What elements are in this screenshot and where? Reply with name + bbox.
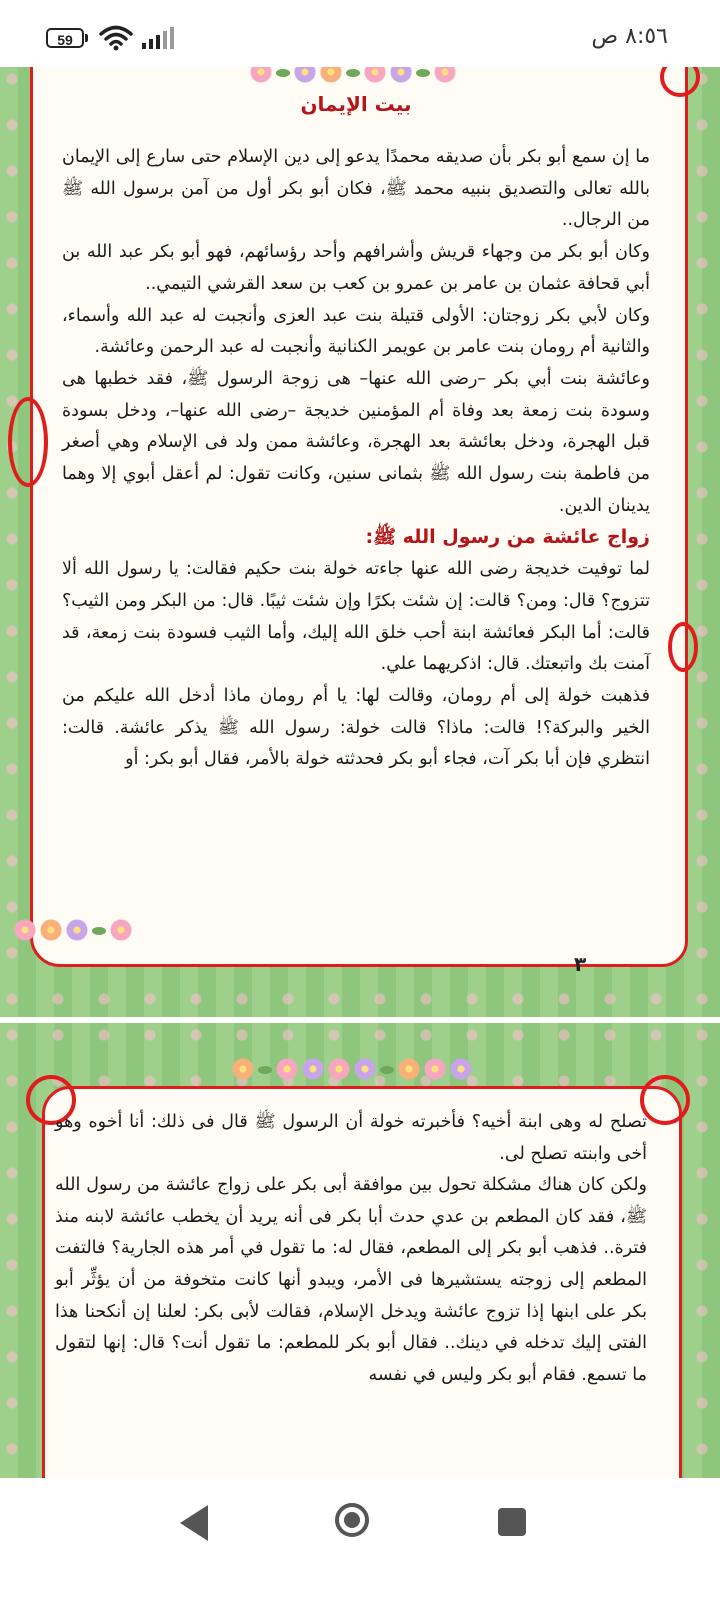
- recents-icon[interactable]: [498, 1508, 526, 1536]
- page-text: [55, 1107, 647, 1391]
- battery-icon: 59: [46, 28, 84, 48]
- paragraph: تصلح له وهى ابنة أخيه؟ فأخبرته خولة أن الرسول ﷺ قال فى ذلك: أنا أخوه وهو أخى وابنته تصلح لى.: [55, 1112, 647, 1164]
- clock: ٨:٥٦ ص: [591, 24, 668, 49]
- frame-swirl-left: [8, 397, 48, 487]
- page-number: ٣: [574, 952, 587, 976]
- paragraph: لما توفيت خديجة رضى الله عنها جاءته خولة بنت حكيم فقالت: يا رسول الله ألا تتزوج؟ قال: ومن؟ قالت: إن شئت بكرًا وإن شئت ثيبًا. قال: من البكر ومن الثيب؟ قالت: أما البكر فعائشة ابنة أحب خلق الله إليك، وأما الثيب فسودة بنت زمعة، قد آمنت بك واتبعتك. قال: اذكريهما علي.: [62, 559, 650, 675]
- signal-icon: [142, 27, 176, 49]
- frame-swirl-top-right: [640, 1075, 690, 1125]
- paragraph: وكان لأبي بكر زوجتان: الأولى قتيلة بنت عبد العزى وأنجبت له عبد الله وأسماء، والثانية أم رومان بنت عامر بن عويمر الكنانية وأنجبت له عبد الرحمن وعائشة.: [62, 305, 650, 358]
- section-heading: زواج عائشة من رسول الله ﷺ:: [365, 526, 650, 549]
- flower-garland-top: [232, 1058, 472, 1080]
- paragraph: وكان أبو بكر من وجهاء قريش وأشرافهم وأحد رؤسائهم، فهو أبو بكر عبد الله بن أبي قحافة عثمان بن عامر بن عمرو بن كعب بن سعد القرشي التيمي..: [62, 242, 650, 294]
- book-page-3: [0, 67, 720, 1017]
- paragraph: وعائشة بنت أبي بكر –رضى الله عنها– هى زوجة الرسول ﷺ، فقد خطبها هى وسودة بنت زمعة بعد وفاة أم المؤمنين خديجة –رضى الله عنها–، ودخل بسودة قبل الهجرة، ودخل بعائشة بعد الهجرة، وعائشة ممن ولد فى الإسلام وهي أصغر من فاطمة بنت رسول الله ﷺ بثمانى سنين، وكانت تقول: لم أعقل أبوي إلا وهما يدينان الدين.: [62, 368, 650, 516]
- wifi-icon: [99, 24, 133, 52]
- back-icon[interactable]: [180, 1505, 208, 1541]
- paragraph: ولكن كان هناك مشكلة تحول بين موافقة أبى بكر على زواج عائشة من رسول الله ﷺ، فقد كان المطعم بن عدي حدث أبا بكر فى أنه يريد أن يخطب عائشة لابنه منذ فترة.. فذهب أبو بكر إلى المطعم، فقال له: ما تقول في أمر هذه الجارية؟ فالتفت المطعم إلى زوجته يستشيرها فى الأمر، ويبدو أنها كانت متخوفة من أن يؤثِّر أبو بكر على ابنها إذا تزوج عائشة ويدخل الإسلام، فقالت لأبى بكر: لعلنا إن أنكحنا هذا الفتى إليك تدخله في دينك.. فقال أبو بكر للمطعم: ما تقول أنت؟ قال: إنها لتقول ما تسمع. فقام أبو بكر وليس في نفسه: [55, 1175, 647, 1385]
- paragraph: ما إن سمع أبو بكر بأن صديقه محمدًا يدعو إلى دين الإسلام حتى سارع إلى الإيمان بالله تعالى والتصديق بنبيه محمد ﷺ، فكان أبو بكر أول من آمن برسول الله ﷺ من الرجال..: [62, 147, 650, 231]
- flower-garland-top: [250, 67, 456, 83]
- paragraph: فذهبت خولة إلى أم رومان، وقالت لها: يا أم رومان ماذا أدخل الله عليكم من الخير والبركة؟! قالت: ماذا؟ قالت خولة: رسول الله ﷺ يذكر عائشة. قالت: انتظري فإن أبا بكر آت، فجاء أبو بكر فحدثته خولة بالأمر، فقال أبو بكر: أو: [62, 685, 650, 770]
- book-page-4: [0, 1023, 720, 1478]
- flower-garland-bottom-left: [14, 919, 132, 941]
- page-text: [62, 142, 650, 776]
- status-bar: [0, 0, 720, 70]
- navigation-bar: [0, 1478, 720, 1600]
- page-title: بيت الإيمان: [300, 92, 412, 116]
- frame-swirl-right: [668, 622, 698, 672]
- home-icon-dot: [344, 1512, 360, 1528]
- battery-tip: [85, 34, 88, 42]
